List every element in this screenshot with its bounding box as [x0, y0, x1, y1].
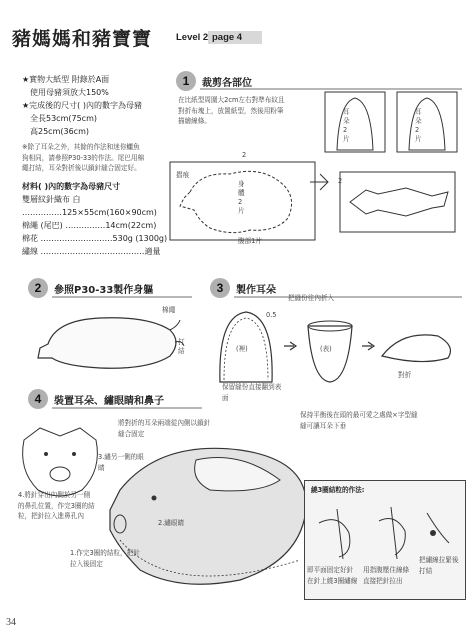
step4-heading [28, 389, 164, 409]
step-label: 裝置耳朵、繡眼睛和鼻子 [54, 395, 164, 407]
materials-intro [22, 73, 172, 138]
desc-line: 對折布塊上，放置紙型，然後用粉筆 [178, 106, 284, 115]
page-title: 豬媽媽和豬寶寶 [12, 28, 153, 50]
note-line: ※除了耳朵之外，其餘的作法和迷你鱷魚 [22, 143, 140, 151]
back-side-label: (裡) [236, 345, 248, 353]
note-line: 繩打結，耳朵對折後以鎖針縫合固定好。 [22, 164, 141, 172]
measure-mark: 2 [338, 177, 343, 185]
page-tag: page 4 [208, 31, 262, 44]
desc-line: 在比紙型周圍大2cm左右對準布紋且 [178, 96, 285, 104]
ear-steps-illustration [212, 306, 462, 386]
intro-line: 全長53cm(75cm) [30, 114, 97, 123]
knot-method-box [304, 480, 466, 600]
ear-label: 耳朵2片 [415, 108, 422, 143]
nose-callout: 1.作完3圈的結粒，把針拉入後固定 [70, 549, 140, 568]
divider [52, 407, 202, 409]
open-label: 保留縫份直接翻到表面 [222, 383, 282, 402]
step-label: 製作耳朵 [236, 284, 276, 296]
measure-mark: 2 [242, 151, 247, 159]
ear-label: 耳朵2片 [343, 108, 350, 143]
nose-callout: 4.將針穿出內側於另一側的鼻孔位置，作完3圈的結粒，把針拉入進鼻孔內 [18, 491, 95, 520]
materials-heading: 材料( )內的數字為母豬尺寸 [22, 182, 121, 191]
step2-heading [28, 278, 153, 298]
note-block [22, 142, 182, 174]
eye-callout: 3.繡另一側的眼睛 [98, 453, 144, 472]
front-side-label: (表) [320, 345, 332, 353]
note-line: 狗相同，請參照P30-33的作法。尾巴用棉 [22, 153, 145, 162]
eye-callout: 2.繡眼睛 [158, 519, 185, 527]
step-label: 裁剪各部位 [202, 77, 252, 89]
intro-line: ★完成後的尺寸( )內的數字為母豬 [22, 101, 142, 110]
step1-desc [178, 95, 328, 127]
divider [52, 296, 192, 298]
knot-step: 用指腹壓住線條直接把針拉出 [363, 566, 410, 585]
desc-line: 描繪線條。 [178, 117, 211, 125]
step-number: 1 [176, 71, 196, 91]
materials-item: 雙層紋針織布 白 [22, 195, 81, 204]
divider [200, 88, 462, 90]
seam-label: 0.5 [266, 311, 277, 319]
step-number: 2 [28, 278, 48, 298]
knot-step: 把繡線拉緊後打結 [419, 556, 459, 575]
callout: 保持平衡後在頭的最可愛之處做×字型縫縫可讓耳朵下垂 [300, 411, 418, 430]
pig-body-illustration [30, 306, 190, 376]
fold-label: 對折 [398, 371, 412, 379]
callout: 將對折的耳朵兩端從內側以鎖針縫合固定 [118, 419, 211, 438]
step-label: 參照P30-33製作身軀 [54, 284, 154, 296]
body-label: 身體2片 [238, 180, 245, 215]
ear-note: 把縫份往內折入 [288, 294, 335, 302]
materials-item: 棉繩 (尾巴) ……………14cm(22cm) [22, 221, 157, 230]
step3-heading [210, 278, 276, 298]
step-number: 3 [210, 278, 230, 298]
knot-steps-illustration [309, 503, 459, 563]
knot-box-title: 繞3圈結粒的作法: [311, 486, 365, 494]
page-number: 34 [6, 617, 16, 628]
materials-item: 繡線 …………………………………適量 [22, 247, 161, 256]
knot-step: 即平面固定好針在針上繞3圈繡線 [307, 566, 358, 585]
materials-item: ……………125×55cm(160×90cm) [22, 208, 157, 217]
level-label: Level 2 [176, 32, 209, 43]
materials-list [22, 180, 182, 258]
cord-label: 棉繩 [162, 306, 176, 314]
step-number: 4 [28, 389, 48, 409]
body-pattern-illustration [170, 152, 460, 247]
knot-label: 打結 [178, 338, 185, 355]
intro-line: 高25cm(36cm) [30, 127, 89, 136]
wall-label: 摺痕 [176, 171, 190, 179]
materials-item: 棉花 ………………………530g (1300g) [22, 234, 168, 243]
belly-label: 腹部1片 [238, 237, 262, 245]
intro-line: ★實物大紙型 附錄於A面 [22, 75, 110, 84]
intro-line: 使用母豬須放大150% [30, 88, 109, 97]
